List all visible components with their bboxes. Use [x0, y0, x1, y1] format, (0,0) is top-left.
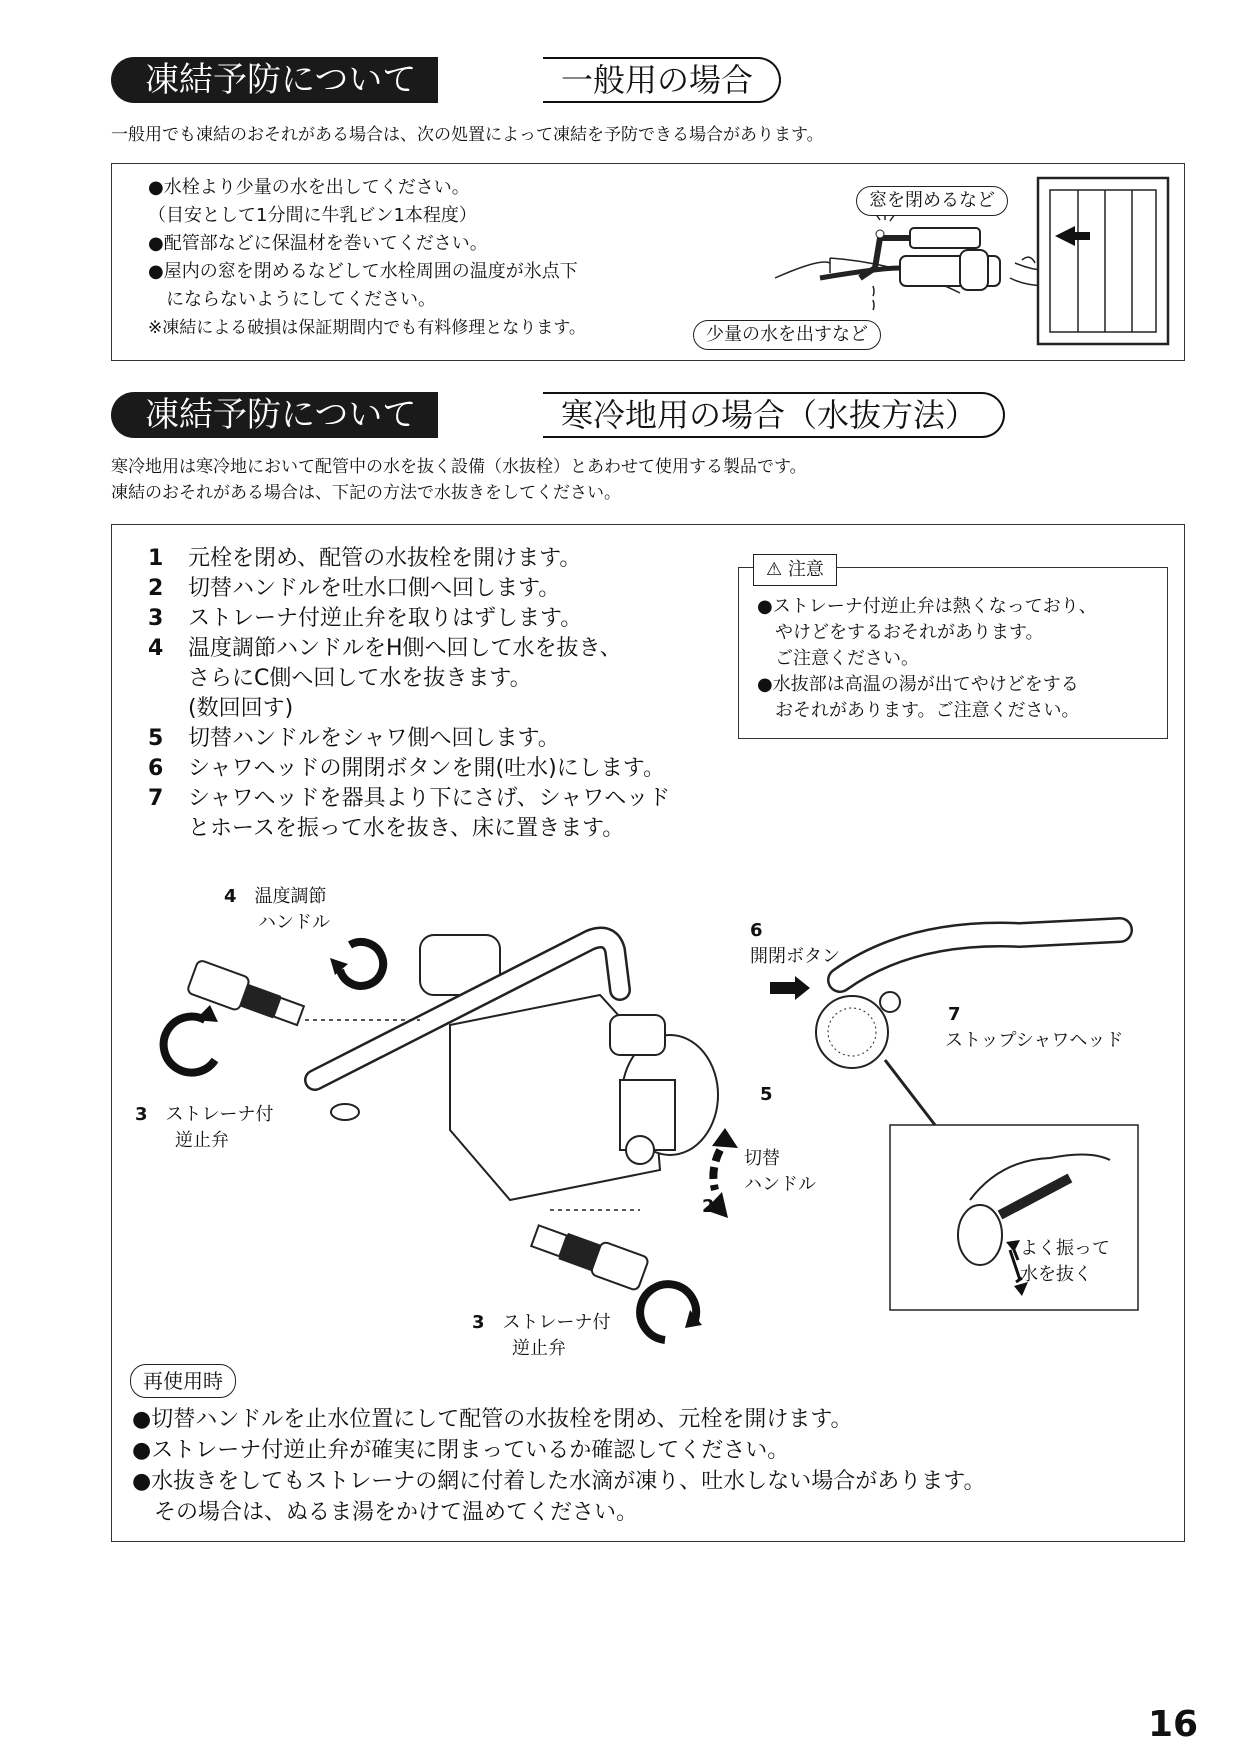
warning-icon: ⚠	[766, 559, 783, 580]
faucet-diagram	[130, 880, 850, 1380]
label-shake-2: 水を抜く	[1020, 1264, 1092, 1285]
label-strainer-right-2: 逆止弁	[512, 1338, 566, 1359]
section1-intro: 一般用でも凍結のおそれがある場合は、次の処置によって凍結を予防できる場合があります。	[111, 125, 824, 145]
step-4-cont-2: (数回回す)	[188, 696, 294, 721]
tag-close-window: 窓を閉めるなど	[856, 186, 1008, 216]
section1-title: 凍結予防について	[111, 57, 438, 103]
reuse-line-2: ●水抜きをしてもストレーナの網に付着した水滴が凍り、吐水しない場合があります。	[132, 1469, 986, 1494]
tag-small-water: 少量の水を出すなど	[693, 320, 881, 350]
label-strainer-left-2: 逆止弁	[175, 1130, 229, 1151]
label-head-num: 7	[948, 1004, 961, 1025]
tag-reuse: 再使用時	[130, 1364, 236, 1398]
page-number: 16	[1148, 1704, 1199, 1745]
label-button: 開閉ボタン	[750, 946, 840, 967]
s1-bullet-2: ●配管部などに保温材を巻いてください。	[148, 233, 488, 254]
step-1: 1 元栓を閉め、配管の水抜栓を開けます。	[148, 546, 582, 571]
caution-heading: ⚠ 注意	[753, 554, 837, 586]
label-head: ストップシャワヘッド	[945, 1030, 1124, 1051]
caution-box	[738, 559, 1168, 739]
s1-bullet-3: ●屋内の窓を閉めるなどして水栓周囲の温度が氷点下	[148, 261, 578, 282]
section2-intro-1: 凍結のおそれがある場合は、下記の方法で水抜きをしてください。	[111, 483, 621, 503]
reuse-line-3: その場合は、ぬるま湯をかけて温めてください。	[132, 1500, 639, 1525]
step-3: 3 ストレーナ付逆止弁を取りはずします。	[148, 606, 583, 631]
step-4: 4 温度調節ハンドルをH側へ回して水を抜き、	[148, 636, 622, 661]
s1-bullet-1: （目安として1分間に牛乳ビン1本程度）	[148, 205, 477, 226]
label-temp-handle-2: ハンドル	[258, 912, 330, 933]
caution-line-0: ●ストレーナ付逆止弁は熱くなっており、	[757, 596, 1097, 617]
label-switch-num2: 2	[702, 1196, 715, 1217]
label-button-num: 6	[750, 920, 763, 941]
section2-title: 凍結予防について	[111, 392, 438, 438]
s1-bullet-5: ※凍結による破損は保証期間内でも有料修理となります。	[148, 318, 586, 338]
step-5: 5 切替ハンドルをシャワ側へ回します。	[148, 726, 560, 751]
section1-subtitle: 一般用の場合	[543, 57, 781, 103]
section2-intro-0: 寒冷地用は寒冷地において配管中の水を抜く設備（水抜栓）とあわせて使用する製品です。	[111, 457, 807, 477]
label-switch-2: ハンドル	[744, 1174, 816, 1195]
reuse-line-0: ●切替ハンドルを止水位置にして配管の水抜栓を閉め、元栓を開けます。	[132, 1407, 853, 1432]
label-switch-1: 切替	[744, 1148, 780, 1169]
label-shake-1: よく振って	[1020, 1238, 1110, 1259]
caution-line-4: おそれがあります。ご注意ください。	[757, 700, 1080, 721]
step-7: 7 シャワヘッドを器具より下にさげ、シャワヘッド	[148, 786, 671, 811]
caution-line-3: ●水抜部は高温の湯が出てやけどをする	[757, 674, 1079, 695]
s1-bullet-4: にならないようにしてください。	[148, 289, 436, 310]
s1-bullet-0: ●水栓より少量の水を出してください。	[148, 177, 470, 198]
step-7-cont: とホースを振って水を抜き、床に置きます。	[188, 816, 625, 841]
step-4-cont-1: さらにC側へ回して水を抜きます。	[188, 666, 532, 691]
caution-line-1: やけどをするおそれがあります。	[757, 622, 1044, 643]
step-6: 6 シャワヘッドの開閉ボタンを開(吐水)にします。	[148, 756, 665, 781]
label-strainer-left: 3 ストレーナ付	[135, 1104, 274, 1125]
caution-line-2: ご注意ください。	[757, 648, 919, 669]
label-temp-handle: 4 温度調節	[224, 886, 327, 907]
label-switch-5: 5	[760, 1084, 773, 1105]
section2-subtitle: 寒冷地用の場合（水抜方法）	[543, 392, 1005, 438]
label-strainer-right: 3 ストレーナ付	[472, 1312, 611, 1333]
step-2: 2 切替ハンドルを吐水口側へ回します。	[148, 576, 561, 601]
reuse-line-1: ●ストレーナ付逆止弁が確実に閉まっているか確認してください。	[132, 1438, 790, 1463]
